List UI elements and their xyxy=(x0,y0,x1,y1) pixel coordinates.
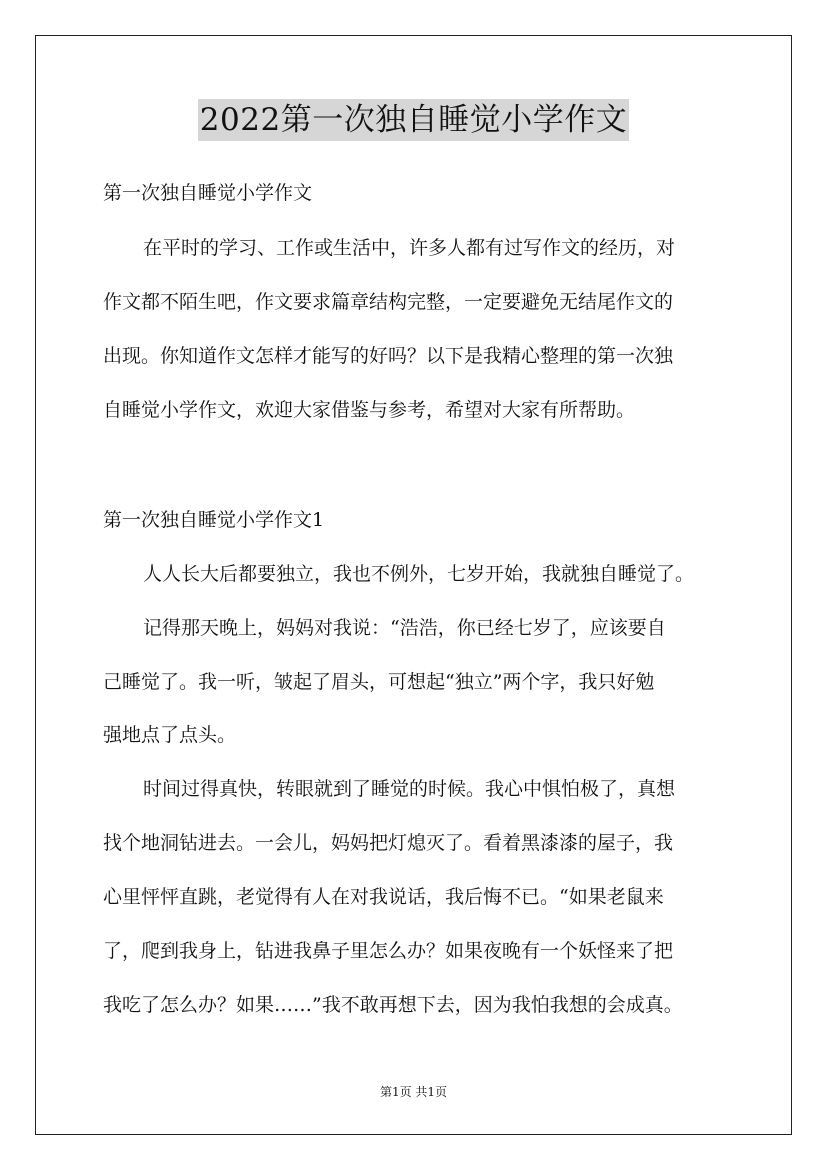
paragraph-line: 出现。你知道作文怎样才能写的好吗？以下是我精心整理的第一次独 xyxy=(103,345,674,367)
paragraph-line: 人人长大后都要独立，我也不例外，七岁开始，我就独自睡觉了。 xyxy=(143,563,695,585)
paragraph-line: 我吃了怎么办？如果……”我不敢再想下去，因为我怕我想的会成真。 xyxy=(103,994,683,1016)
paragraph-line: 时间过得真快，转眼就到了睡觉的时候。我心中惧怕极了，真想 xyxy=(143,778,676,800)
paragraph-line: 了，爬到我身上，钻进我鼻子里怎么办？如果夜晚有一个妖怪来了把 xyxy=(103,940,674,962)
paragraph-line: 心里怦怦直跳，老觉得有人在对我说话，我后悔不已。“如果老鼠来 xyxy=(103,886,664,908)
intro-heading: 第一次独自睡觉小学作文 xyxy=(103,182,313,204)
paragraph-line: 在平时的学习、工作或生活中，许多人都有过写作文的经历，对 xyxy=(143,237,676,259)
paragraph-line: 自睡觉小学作文，欢迎大家借鉴与参考，希望对大家有所帮助。 xyxy=(103,399,636,421)
title-container xyxy=(0,99,827,141)
section-heading: 第一次独自睡觉小学作文1 xyxy=(103,509,325,531)
paragraph-line: 强地点了点头。 xyxy=(103,724,237,746)
paragraph-line: 记得那天晚上，妈妈对我说：“浩浩，你已经七岁了，应该要自 xyxy=(143,617,666,639)
paragraph-line: 己睡觉了。我一听，皱起了眉头，可想起“独立”两个字，我只好勉 xyxy=(103,671,655,693)
page-footer: 第1页 共1页 xyxy=(379,1085,448,1099)
paragraph-line: 找个地洞钻进去。一会儿，妈妈把灯熄灭了。看着黑漆漆的屋子，我 xyxy=(103,832,674,854)
document-title: 2022第一次独自睡觉小学作文 xyxy=(198,99,629,141)
paragraph-line: 作文都不陌生吧，作文要求篇章结构完整，一定要避免无结尾作文的 xyxy=(103,291,674,313)
